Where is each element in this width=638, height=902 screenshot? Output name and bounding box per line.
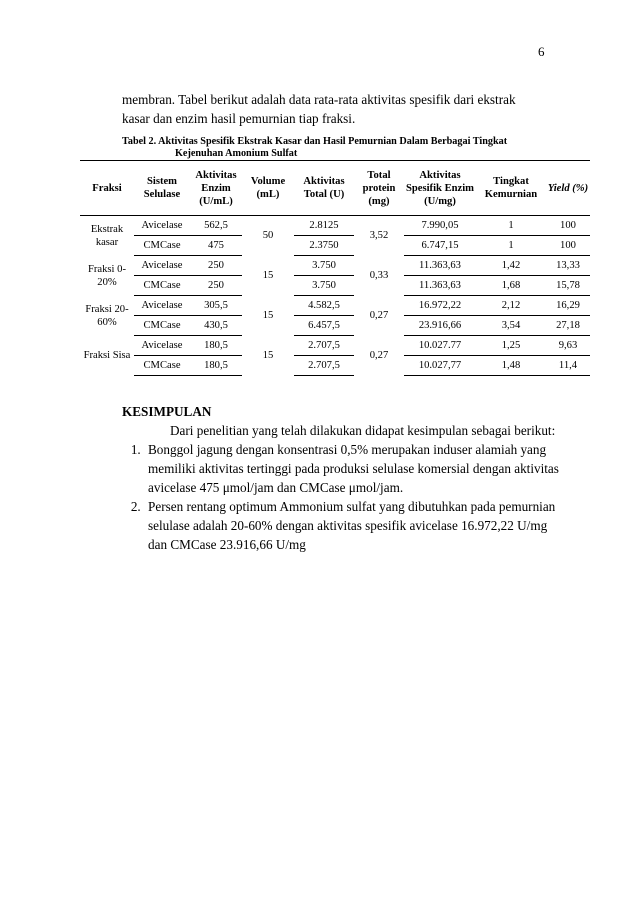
spesifik-cell: 10.027,77	[404, 356, 476, 376]
header-tingkat-kemurnian: Tingkat Kemurnian	[476, 161, 546, 216]
total-cell: 4.582,5	[294, 296, 354, 316]
yield-cell: 100	[546, 236, 590, 256]
spesifik-cell: 23.916,66	[404, 316, 476, 336]
total-cell: 2.8125	[294, 216, 354, 236]
total-cell: 3.750	[294, 276, 354, 296]
yield-cell: 27,18	[546, 316, 590, 336]
protein-cell: 0,33	[369, 270, 389, 281]
header-aktivitas-enzim: Aktivitas Enzim (U/mL)	[190, 161, 242, 216]
aktivitas-cell: 250	[190, 256, 242, 276]
intro-text: membran. Tabel berikut adalah data rata-rata aktivitas spesifik dari ekstrak kasar dan enzim hasil pemurnian tiap fraksi.	[122, 92, 516, 126]
aktivitas-cell: 475	[190, 236, 242, 256]
volume-cell: 15	[262, 310, 274, 321]
fraksi-cell: Fraksi Sisa	[83, 350, 131, 361]
kemurnian-cell: 3,54	[476, 316, 546, 336]
table-container	[80, 160, 590, 376]
yield-cell: 15,78	[546, 276, 590, 296]
sistem-cell: CMCase	[134, 316, 190, 336]
sistem-cell: CMCase	[134, 356, 190, 376]
header-yield: Yield (%)	[546, 161, 590, 216]
spesifik-cell: 10.027.77	[404, 336, 476, 356]
intro-paragraph	[122, 90, 542, 128]
aktivitas-cell: 562,5	[190, 216, 242, 236]
header-sistem-selulase: Sistem Selulase	[134, 161, 190, 216]
page-number: 6	[538, 44, 545, 59]
specific-activity-table	[80, 160, 590, 376]
conclusion-item: 1. Bonggol jagung dengan konsentrasi 0,5% merupakan induser alamiah yang memiliki aktivitas tertinggi pada produksi selulase komersial dengan aktivitas avicelase 475 μmol/jam dan CMCase μmol/jam.	[144, 440, 562, 497]
spesifik-cell: 6.747,15	[404, 236, 476, 256]
header-aktivitas-spesifik: Aktivitas Spesifik Enzim (U/mg)	[404, 161, 476, 216]
total-cell: 6.457,5	[294, 316, 354, 336]
aktivitas-cell: 430,5	[190, 316, 242, 336]
kemurnian-cell: 1,25	[476, 336, 546, 356]
yield-cell: 9,63	[546, 336, 590, 356]
spesifik-cell: 16.972,22	[404, 296, 476, 316]
table-caption-line-2: Kejenuhan Amonium Sulfat	[175, 148, 298, 159]
total-cell: 2.707,5	[294, 356, 354, 376]
spesifik-cell: 7.990,05	[404, 216, 476, 236]
volume-cell: 50	[262, 230, 274, 242]
kemurnian-cell: 1,48	[476, 356, 546, 376]
header-aktivitas-total: Aktivitas Total (U)	[294, 161, 354, 216]
sistem-cell: Avicelase	[134, 256, 190, 276]
total-cell: 3.750	[294, 256, 354, 276]
table-row	[80, 216, 590, 236]
header-fraksi: Fraksi	[80, 161, 134, 216]
table-row	[80, 316, 590, 336]
volume-cell: 15	[262, 270, 274, 281]
volume-cell: 15	[262, 350, 274, 361]
conclusion-heading: KESIMPULAN	[122, 404, 212, 419]
sistem-cell: Avicelase	[134, 296, 190, 316]
fraksi-cell: Fraksi 0-20%	[88, 263, 126, 288]
kemurnian-cell: 2,12	[476, 296, 546, 316]
protein-cell: 0,27	[369, 350, 389, 361]
total-cell: 2.3750	[294, 236, 354, 256]
conclusion-intro: Dari penelitian yang telah dilakukan didapat kesimpulan sebagai berikut:	[170, 423, 556, 438]
header-volume: Volume (mL)	[242, 161, 294, 216]
sistem-cell: CMCase	[134, 276, 190, 296]
yield-cell: 100	[546, 216, 590, 236]
table-row	[80, 256, 590, 276]
table-caption-line-1: Tabel 2. Aktivitas Spesifik Ekstrak Kasar dan Hasil Pemurnian Dalam Berbagai Tingkat	[122, 136, 508, 147]
sistem-cell: CMCase	[134, 236, 190, 256]
sistem-cell: Avicelase	[134, 336, 190, 356]
aktivitas-cell: 180,5	[190, 336, 242, 356]
kemurnian-cell: 1	[476, 236, 546, 256]
yield-cell: 13,33	[546, 256, 590, 276]
fraksi-cell: Ekstrak kasar	[90, 223, 124, 248]
conclusion-item: 2. Persen rentang optimum Ammonium sulfat yang dibutuhkan pada pemurnian selulase adalah 20-60% dengan aktivitas spesifik avicelase 16.972,22 U/mg dan CMCase 23.916,66 U/mg	[144, 497, 562, 554]
protein-cell: 3,52	[369, 230, 389, 242]
kemurnian-cell: 1,42	[476, 256, 546, 276]
yield-cell: 11,4	[546, 356, 590, 376]
conclusion-list	[122, 440, 562, 554]
aktivitas-cell: 180,5	[190, 356, 242, 376]
fraksi-cell: Fraksi 20-60%	[85, 303, 129, 328]
table-row	[80, 236, 590, 256]
kemurnian-cell: 1,68	[476, 276, 546, 296]
table-header-row	[80, 161, 590, 216]
total-cell: 2.707,5	[294, 336, 354, 356]
sistem-cell: Avicelase	[134, 216, 190, 236]
table-caption	[122, 136, 562, 160]
spesifik-cell: 11.363,63	[404, 256, 476, 276]
table-row	[80, 356, 590, 376]
aktivitas-cell: 305,5	[190, 296, 242, 316]
protein-cell: 0,27	[369, 310, 389, 321]
kemurnian-cell: 1	[476, 216, 546, 236]
yield-cell: 16,29	[546, 296, 590, 316]
table-row	[80, 296, 590, 316]
table-row	[80, 276, 590, 296]
spesifik-cell: 11.363,63	[404, 276, 476, 296]
table-row	[80, 336, 590, 356]
header-total-protein: Total protein (mg)	[354, 161, 404, 216]
conclusion-section	[122, 402, 562, 554]
aktivitas-cell: 250	[190, 276, 242, 296]
